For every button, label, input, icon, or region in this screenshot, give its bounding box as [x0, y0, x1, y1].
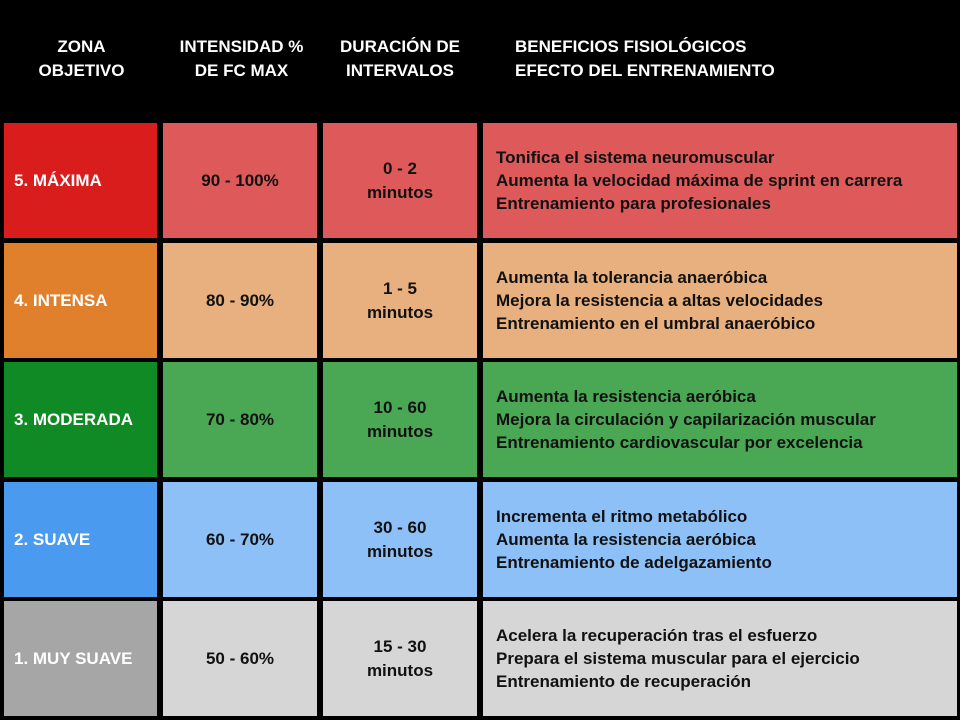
- benefit-line: Mejora la resistencia a altas velocidades: [496, 291, 823, 310]
- header-zone: [0, 35, 163, 83]
- duration-cell: [323, 601, 477, 716]
- intensity-cell: [163, 601, 317, 716]
- intensity-value: 60 - 70%: [205, 529, 275, 549]
- table-row: [0, 482, 960, 597]
- zone-label: 3. MODERADA: [14, 409, 134, 429]
- benefit-line: Entrenamiento de adelgazamiento: [496, 553, 772, 572]
- intensity-value: 80 - 90%: [205, 290, 275, 310]
- header-intensity: [163, 35, 320, 83]
- header-intensity-line1: INTENSIDAD %: [179, 37, 304, 56]
- benefits-cell: [483, 482, 957, 597]
- zone-cell: [4, 243, 157, 358]
- intensity-value: 90 - 100%: [201, 170, 279, 190]
- table-row: [0, 123, 960, 238]
- duration-cell: [323, 362, 477, 477]
- duration-range: 1 - 5: [382, 278, 418, 298]
- table-row: [0, 601, 960, 716]
- intensity-value: 50 - 60%: [205, 648, 275, 668]
- duration-unit: minutos: [366, 541, 434, 561]
- duration-unit: minutos: [366, 302, 434, 322]
- benefit-line: Aumenta la resistencia aeróbica: [496, 530, 756, 549]
- duration-range: 30 - 60: [373, 517, 427, 537]
- duration-cell: [323, 482, 477, 597]
- zone-label: 5. MÁXIMA: [14, 170, 102, 190]
- benefit-line: Prepara el sistema muscular para el ejercicio: [496, 649, 860, 668]
- duration-range: 0 - 2: [382, 158, 418, 178]
- zone-label: 4. INTENSA: [14, 290, 108, 310]
- header-zone-line2: OBJETIVO: [38, 61, 125, 80]
- zone-cell: [4, 362, 157, 477]
- header-duration: [320, 35, 480, 83]
- header-benefits-line1: BENEFICIOS FISIOLÓGICOS: [515, 37, 747, 56]
- duration-cell: [323, 243, 477, 358]
- duration-range: 15 - 30: [373, 636, 427, 656]
- duration-unit: minutos: [366, 421, 434, 441]
- intensity-value: 70 - 80%: [205, 409, 275, 429]
- table-row: [0, 243, 960, 358]
- benefit-line: Aumenta la tolerancia anaeróbica: [496, 268, 768, 287]
- header-duration-line1: DURACIÓN DE: [340, 37, 460, 56]
- zone-label: 1. MUY SUAVE: [14, 648, 133, 668]
- benefits-cell: [483, 243, 957, 358]
- zone-label: 2. SUAVE: [14, 529, 91, 549]
- intensity-cell: [163, 482, 317, 597]
- intensity-cell: [163, 243, 317, 358]
- benefit-line: Entrenamiento para profesionales: [496, 194, 771, 213]
- zone-cell: [4, 482, 157, 597]
- zone-cell: [4, 601, 157, 716]
- benefit-line: Entrenamiento en el umbral anaeróbico: [496, 314, 816, 333]
- benefits-cell: [483, 123, 957, 238]
- intensity-cell: [163, 362, 317, 477]
- duration-unit: minutos: [366, 660, 434, 680]
- benefit-line: Aumenta la resistencia aeróbica: [496, 387, 756, 406]
- benefit-line: Entrenamiento de recuperación: [496, 672, 752, 691]
- duration-unit: minutos: [366, 182, 434, 202]
- benefit-line: Mejora la circulación y capilarización muscular: [496, 410, 876, 429]
- benefit-line: Tonifica el sistema neuromuscular: [496, 148, 775, 167]
- benefit-line: Entrenamiento cardiovascular por excelencia: [496, 433, 863, 452]
- benefit-line: Incrementa el ritmo metabólico: [496, 507, 748, 526]
- header-duration-line2: INTERVALOS: [346, 61, 454, 80]
- zone-cell: [4, 123, 157, 238]
- intensity-cell: [163, 123, 317, 238]
- header-intensity-line2: DE FC MAX: [194, 61, 289, 80]
- header-zone-line1: ZONA: [57, 37, 106, 56]
- benefit-line: Aumenta la velocidad máxima de sprint en carrera: [496, 171, 903, 190]
- header-benefits: [515, 35, 955, 83]
- benefits-cell: [483, 362, 957, 477]
- table-row: [0, 362, 960, 477]
- duration-cell: [323, 123, 477, 238]
- benefit-line: Acelera la recuperación tras el esfuerzo: [496, 626, 818, 645]
- benefits-cell: [483, 601, 957, 716]
- header-benefits-line2: EFECTO DEL ENTRENAMIENTO: [515, 61, 775, 80]
- duration-range: 10 - 60: [373, 397, 427, 417]
